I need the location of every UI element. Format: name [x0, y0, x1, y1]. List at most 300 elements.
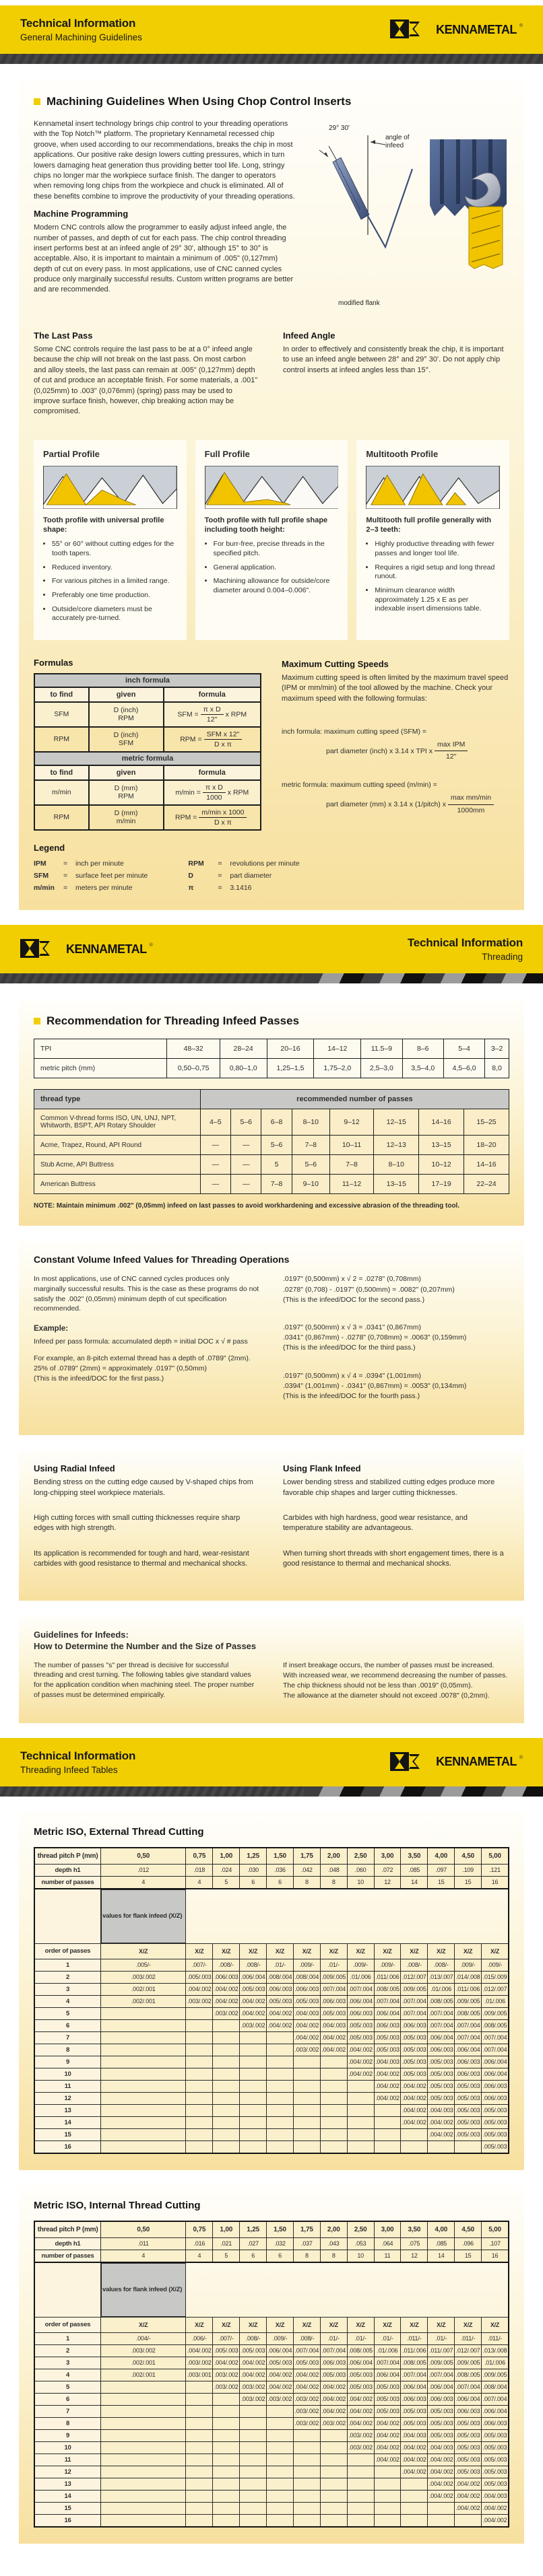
- tpi-row: [34, 1039, 509, 1059]
- depth-row: [34, 1864, 509, 1876]
- passes-value: 17–19: [419, 1175, 464, 1194]
- panel-internal-thread-table: [19, 2185, 524, 2544]
- infeed-value: .004/.002: [428, 2128, 455, 2140]
- infeed-value: .009/.005: [455, 1995, 482, 2007]
- infeed-value: .002/.001: [101, 2369, 186, 2381]
- infeed-value: [374, 2116, 401, 2128]
- infeed-value: .004/.003: [428, 2441, 455, 2453]
- legend-abbr: RPM: [188, 859, 204, 868]
- infeed-value: [293, 2068, 320, 2080]
- infeed-data-row: [34, 2441, 509, 2453]
- infeed-value: .006/.003: [428, 2393, 455, 2405]
- infeed-value: [213, 2417, 240, 2429]
- order-number: 15: [34, 2502, 101, 2514]
- passes-count-value: 16: [482, 2250, 509, 2262]
- example-lines: [34, 1354, 260, 1385]
- depth-value: .012: [101, 1864, 186, 1876]
- infeed-value: .006/.004: [428, 2031, 455, 2044]
- max-speeds-heading: Maximum Cutting Speeds: [282, 658, 389, 669]
- legend-desc: revolutions per minute: [230, 859, 300, 868]
- infeed-value: .006/.003: [428, 2044, 455, 2056]
- passes-label: number of passes: [34, 2250, 101, 2262]
- infeed-data-row: [34, 2140, 509, 2153]
- partial-profile-title: Partial Profile: [43, 448, 100, 459]
- order-number: 12: [34, 2466, 101, 2478]
- infeed-value: .005/.003: [374, 2044, 401, 2056]
- infeed-value: .004/.002: [320, 2405, 347, 2417]
- infeed-value: .004/.002: [320, 2381, 347, 2393]
- infeed-value: [213, 2405, 240, 2417]
- legend-desc: inch per minute: [75, 859, 124, 868]
- infeed-value: [213, 2429, 240, 2441]
- infeed-value: [101, 2381, 186, 2393]
- infeed-value: .005/.003: [374, 2405, 401, 2417]
- infeed-value: .011/.006: [374, 1971, 401, 1983]
- infeed-value: .006/.003: [455, 2068, 482, 2080]
- infeed-value: .009/-: [374, 1959, 401, 1971]
- partial-profile-card: [34, 440, 187, 640]
- infeed-value: .005/-: [101, 1959, 186, 1971]
- passes-value: 7–8: [329, 1155, 373, 1175]
- pitch-value: 1,25: [240, 1848, 267, 1865]
- infeed-value: [347, 2453, 374, 2466]
- infeed-value: [293, 2092, 320, 2104]
- infeed-value: .006/.004: [482, 2405, 509, 2417]
- infeed-value: [347, 2478, 374, 2490]
- tpi-value: 4,5–6,0: [443, 1059, 484, 1078]
- infeed-value: [347, 2128, 374, 2140]
- legend-heading: Legend: [34, 842, 65, 853]
- infeed-value: .005/.003: [482, 2478, 509, 2490]
- page-threading: [0, 925, 543, 1722]
- infeed-value: .004/.002: [401, 2441, 428, 2453]
- infeed-value: [267, 2514, 294, 2527]
- pitch-value: 2,00: [320, 1848, 347, 1865]
- infeed-value: .005/.003: [213, 2344, 240, 2357]
- infeed-value: .004/.003: [428, 2104, 455, 2116]
- infeed-value: .006/.004: [401, 2381, 428, 2393]
- infeed-value: [293, 2140, 320, 2153]
- tpi-value: 48–32: [167, 1039, 220, 1059]
- thread-type-label: Stub Acme, API Buttress: [34, 1155, 201, 1175]
- infeed-value: [401, 2502, 428, 2514]
- passes-count-value: 10: [347, 1876, 374, 1889]
- yellow-square-icon: [34, 98, 40, 105]
- passes-count-value: 4: [101, 1876, 186, 1889]
- order-number: 15: [34, 2128, 101, 2140]
- passes-value: —: [231, 1175, 261, 1194]
- xz-header: X/Z: [186, 2317, 213, 2332]
- infeed-value: .005/.003: [428, 2056, 455, 2068]
- infeed-value: .007/.004: [347, 1983, 374, 1995]
- pitch-row: [34, 2221, 509, 2238]
- infeed-value: [428, 2140, 455, 2153]
- metric-speed-formula: [282, 780, 509, 816]
- xz-header: X/Z: [374, 1943, 401, 1959]
- col-formula: formula: [164, 765, 261, 780]
- infeed-value: .008/.005: [455, 2369, 482, 2381]
- order-number: 2: [34, 1971, 101, 1983]
- infeed-value: [401, 2128, 428, 2140]
- pitch-value: 1,25: [240, 2221, 267, 2238]
- passes-value: 9–12: [329, 1109, 373, 1136]
- metric-formula-line1: maximum cutting speed (m/min) =: [330, 781, 437, 790]
- infeed-value: .004/.002: [428, 2478, 455, 2490]
- infeed-angle-block: [283, 330, 509, 424]
- max-speeds-column: [282, 658, 509, 831]
- list-item: With increased wear, we recommend decreasing the number of passes.: [283, 1671, 508, 1679]
- infeed-value: .005/.003: [428, 2405, 455, 2417]
- infeed-value: [320, 2478, 347, 2490]
- passes-value: 8–10: [292, 1109, 329, 1136]
- infeed-value: .004/.002: [482, 2514, 509, 2527]
- pitch-value: 5,00: [482, 1848, 509, 1865]
- infeed-value: [267, 2478, 294, 2490]
- infeed-value: .004/.002: [347, 2068, 374, 2080]
- pitch-value: 3,50: [401, 2221, 428, 2238]
- infeed-value: .004/.002: [374, 2080, 401, 2092]
- formula-cell: [164, 702, 261, 727]
- infeed-data-row: [34, 2068, 509, 2080]
- infeed-table-head: [34, 1848, 509, 1959]
- infeed-value: [101, 2502, 186, 2514]
- infeed-value: [267, 2056, 294, 2068]
- infeed-value: [213, 2490, 240, 2502]
- infeed-value: .008/-: [213, 1959, 240, 1971]
- infeed-value: [240, 2466, 267, 2478]
- infeed-value: [213, 2044, 240, 2056]
- full-profile-image: [205, 466, 339, 509]
- infeed-value: .008/.005: [401, 2357, 428, 2369]
- page-infeed-tables: [0, 1738, 543, 2544]
- formula-row: [34, 702, 261, 727]
- profile-cards-row: [34, 440, 509, 640]
- infeed-value: .005/.003: [267, 2357, 294, 2369]
- infeed-value: [293, 2080, 320, 2092]
- passes-count-value: 12: [401, 2250, 428, 2262]
- infeed-value: .006/.003: [482, 2080, 509, 2092]
- passes-value: —: [231, 1136, 261, 1155]
- yellow-square-icon: [34, 1018, 40, 1024]
- infeed-value: [213, 2441, 240, 2453]
- infeed-value: [347, 2104, 374, 2116]
- infeed-value: [186, 2068, 213, 2080]
- order-number: 3: [34, 1983, 101, 1995]
- infeed-value: .003/.002: [240, 2019, 267, 2031]
- list-item: • Minimum clearance width approximately 1.25 x E as per indexable insert dimensions table.: [375, 586, 500, 614]
- infeed-value: .009/-: [347, 1959, 374, 1971]
- pitch-value: 2,50: [347, 1848, 374, 1865]
- infeed-value: .006/.003: [320, 1995, 347, 2007]
- infeed-value: .005/.003: [482, 2140, 509, 2153]
- thread-type-row: [34, 1136, 509, 1155]
- list-item: Bending stress on the cutting edge caused by V-shaped chips from long-chipping steel workpiece materials.: [34, 1478, 253, 1497]
- infeed-value: .011/.006: [401, 2344, 428, 2357]
- inch-formula-caption: inch formula: [34, 674, 261, 687]
- infeed-value: .003/.002: [293, 2417, 320, 2429]
- find-cell: m/min: [34, 780, 89, 805]
- tpi-table: [34, 1039, 509, 1078]
- infeed-value: .006/.003: [482, 2417, 509, 2429]
- infeed-value: .007/.004: [428, 2007, 455, 2019]
- legend-desc: part diameter: [230, 871, 272, 880]
- infeed-value: [101, 2405, 186, 2417]
- infeed-value: .006/-: [186, 2332, 213, 2344]
- tpi-value: 28–24: [220, 1039, 267, 1059]
- order-label: order of passes: [34, 1943, 101, 1959]
- infeed-data-row: [34, 2393, 509, 2405]
- infeed-value: [101, 2514, 186, 2527]
- passes-count-row: [34, 1876, 509, 1889]
- divider-bar-3: [0, 1786, 543, 1797]
- pitch-value: 2,50: [347, 2221, 374, 2238]
- list-item: For example, an 8-pitch external thread has a depth of .0789" (2mm).: [34, 1354, 251, 1362]
- infeed-value: [240, 2092, 267, 2104]
- frac-den: 1000mm: [448, 804, 494, 816]
- panel-external-thread-table: [19, 1811, 524, 2170]
- infeed-value: .008/.005: [428, 1995, 455, 2007]
- formulas-table: [34, 673, 261, 831]
- diagram-column: [306, 119, 509, 316]
- passes-value: 10–11: [329, 1136, 373, 1155]
- infeed-value: [186, 2104, 213, 2116]
- legend-abbr: SFM: [34, 871, 49, 880]
- infeed-value: [186, 2044, 213, 2056]
- infeed-value: [240, 2104, 267, 2116]
- infeed-value: .009/.005: [482, 2007, 509, 2019]
- infeed-value: .006/.004: [482, 2056, 509, 2068]
- infeed-value: .007/.004: [482, 2031, 509, 2044]
- page-title: Technical Information: [407, 936, 523, 950]
- machine-programming-paragraph: Modern CNC controls allow the programmer to easily adjust infeed angle, the number of passes, and depth of cut for each pass. The chip control threading insert performs best at an infeed angle of 29° 30', although 15° to 30° is acceptable. Also, it is important to maintain a minimum of .005" (0,127mm) depth of cut on every pass. In most applications, use of CNC canned cycles produce only marginally successful results. Custom written programs are better and are recommended.: [34, 223, 294, 294]
- infeed-value: [320, 2140, 347, 2153]
- infeed-value: [267, 2441, 294, 2453]
- infeed-value: [320, 2080, 347, 2092]
- page-subtitle: General Machining Guidelines: [20, 32, 142, 42]
- infeed-value: .005/.003: [374, 2031, 401, 2044]
- thread-type-row: [34, 1155, 509, 1175]
- infeed-data-row: [34, 2019, 509, 2031]
- infeed-value: [293, 2056, 320, 2068]
- infeed-value: .003/.002: [293, 2405, 320, 2417]
- list-item: The chip thickness should not be less than .0019" (0,05mm).: [283, 1681, 473, 1690]
- infeed-value: .005/.003: [455, 2128, 482, 2140]
- infeed-value: .009/.005: [401, 1983, 428, 1995]
- pitch-value: 1,50: [267, 1848, 294, 1865]
- infeed-value: [293, 2104, 320, 2116]
- passes-count-value: 8: [293, 2250, 320, 2262]
- infeed-value: .004/-: [101, 2332, 186, 2344]
- order-number: 8: [34, 2044, 101, 2056]
- infeed-value: .005/.003: [455, 2429, 482, 2441]
- xz-header: X/Z: [186, 1943, 213, 1959]
- angle-value-label: 29° 30': [329, 125, 350, 132]
- infeed-value: .005/.003: [293, 2357, 320, 2369]
- passes-table-body: [34, 1109, 509, 1194]
- infeed-value: [293, 2429, 320, 2441]
- infeed-value: [240, 2502, 267, 2514]
- cv-line: .0394" (1,001mm) - .0341" (0,867mm) = .0053" (0,134mm): [283, 1381, 467, 1390]
- find-cell: SFM: [34, 702, 89, 727]
- infeed-data-row: [34, 2453, 509, 2466]
- infeed-value: .01/-: [320, 2332, 347, 2344]
- pitch-value: 1,50: [267, 2221, 294, 2238]
- infeed-value: [101, 2104, 186, 2116]
- cv-line: .0197" (0,500mm) x √ 2 = .0278" (0,708mm): [283, 1275, 421, 1284]
- infeed-data-row: [34, 2092, 509, 2104]
- infeed-value: .009/-: [482, 1959, 509, 1971]
- infeed-value: [293, 2514, 320, 2527]
- depth-value: .018: [186, 1864, 213, 1876]
- infeed-value: .012/.007: [401, 1971, 428, 1983]
- infeed-value: .004/.002: [401, 2080, 428, 2092]
- passes-value: 7–8: [261, 1175, 292, 1194]
- infeed-value: .004/.002: [267, 2369, 294, 2381]
- pitch-value: 1,00: [213, 1848, 240, 1865]
- depth-value: .075: [401, 2237, 428, 2250]
- infeed-value: .004/.002: [347, 2044, 374, 2056]
- intro-paragraph: Kennametal insert technology brings chip control to your threading operations with the Top Notch™ platform. The proprietary Kennametal recessed chip groove, when used according to our recommendations, breaks the chip in most applications. Our positive rake design lowers cutting pressures, which in turn lowers damaging heat generation thus providing better tool life. Long, stringy chips no longer mar the workpiece surface finish. The danger to operators when removing long chips from the workpiece and chuck is eliminated. All of these benefits combine to improve the productivity of your threading operations.: [34, 120, 295, 201]
- passes-value: 5–6: [231, 1109, 261, 1136]
- legend-abbr: π: [188, 883, 194, 892]
- equals-sign: =: [218, 883, 222, 892]
- infeed-value: .005/.003: [401, 2044, 428, 2056]
- infeed-value: [293, 2502, 320, 2514]
- infeed-value: .007/.004: [455, 2019, 482, 2031]
- passes-count-value: 8: [293, 1876, 320, 1889]
- xz-header: X/Z: [428, 2317, 455, 2332]
- infeed-value: [428, 2514, 455, 2527]
- infeed-value: .009/.005: [320, 1971, 347, 1983]
- formula-row: [34, 780, 261, 805]
- infeed-value: [293, 2466, 320, 2478]
- thread-type-label: American Buttress: [34, 1175, 201, 1194]
- infeed-value: .007/.004: [401, 2007, 428, 2019]
- passes-value: —: [200, 1155, 230, 1175]
- inch-formula-line2: part diameter (inch) x 3.14 x TPI x: [326, 746, 433, 755]
- section-heading-text: Recommendation for Threading Infeed Passes: [46, 1014, 300, 1028]
- panel-guidelines: [19, 1615, 524, 1723]
- infeed-value: .011/.006: [455, 1983, 482, 1995]
- infeed-value: [240, 2441, 267, 2453]
- tpi-value: 20–16: [267, 1039, 314, 1059]
- pitch-value: 1,75: [293, 1848, 320, 1865]
- infeed-value: .003/.002: [213, 2369, 240, 2381]
- infeed-value: [101, 2116, 186, 2128]
- order-number: 5: [34, 2381, 101, 2393]
- infeed-value: .004/.002: [320, 2393, 347, 2405]
- depth-value: .072: [374, 1864, 401, 1876]
- legend-entry: [188, 882, 299, 895]
- recommended-passes-header: recommended number of passes: [200, 1090, 509, 1109]
- passes-value: 10–12: [419, 1155, 464, 1175]
- infeed-value: .004/.002: [401, 2092, 428, 2104]
- infeed-value: [347, 2140, 374, 2153]
- cv-blocks: [283, 1274, 509, 1419]
- infeed-value: [267, 2044, 294, 2056]
- infeed-value: [374, 2502, 401, 2514]
- infeed-value: .005/.003: [482, 2441, 509, 2453]
- flank-infeed-heading: Using Flank Infeed: [283, 1463, 361, 1474]
- infeed-value: .006/.003: [455, 2405, 482, 2417]
- page-title: Technical Information: [20, 1749, 136, 1762]
- infeed-value: .003/.002: [101, 1971, 186, 1983]
- depth-value: .064: [374, 2237, 401, 2250]
- infeed-value: [240, 2068, 267, 2080]
- xz-header: X/Z: [213, 1943, 240, 1959]
- list-item: • Preferably one time production.: [52, 591, 177, 600]
- infeed-value: .008/-: [401, 1959, 428, 1971]
- infeed-value: [101, 2019, 186, 2031]
- infeed-value: [101, 2007, 186, 2019]
- cv-line: .0341" (0,867mm) - .0278" (0,708mm) = .0063" (0,159mm): [283, 1333, 467, 1342]
- passes-value: 13–15: [419, 1136, 464, 1155]
- full-profile-card: [195, 440, 348, 640]
- inch-formula-line1: maximum cutting speed (SFM) =: [324, 727, 427, 736]
- infeed-value: .004/.002: [374, 2453, 401, 2466]
- infeed-value: [267, 2128, 294, 2140]
- given-line: D (inch): [113, 731, 139, 740]
- empty-corner: [34, 1889, 101, 1944]
- passes-count-value: 14: [428, 2250, 455, 2262]
- pitch-value: 3,00: [374, 2221, 401, 2238]
- infeed-value: [101, 2490, 186, 2502]
- formula-row: [34, 727, 261, 752]
- infeed-value: [186, 2453, 213, 2466]
- infeed-value: .006/.004: [347, 2357, 374, 2369]
- infeed-value: [320, 2490, 347, 2502]
- passes-count-value: 14: [401, 1876, 428, 1889]
- infeed-angle-paragraph: In order to effectively and consistently break the chip, it is important to use an infeed angle between 28° and 29° 30'. Do not apply chip control inserts at infeed angles less than 15°.: [283, 345, 504, 374]
- page2-header-titles: [408, 936, 523, 962]
- infeed-value: [401, 2514, 428, 2527]
- pitch-value: 0,75: [186, 1848, 213, 1865]
- guidelines-heading-line1: Guidelines for Infeeds:: [34, 1629, 129, 1640]
- infeed-data-row: [34, 2381, 509, 2393]
- brand-text: KENNAMETAL: [436, 1755, 517, 1768]
- infeed-value: .005/.003: [267, 1995, 294, 2007]
- guidelines-heading-line2: How to Determine the Number and the Size of Passes: [34, 1641, 257, 1652]
- infeed-value: .003/.002: [347, 2429, 374, 2441]
- passes-count-value: 5: [213, 1876, 240, 1889]
- passes-count-value: 8: [320, 1876, 347, 1889]
- infeed-value: [213, 2116, 240, 2128]
- infeed-value: .005/.003: [428, 2080, 455, 2092]
- list-item: Lower bending stress and stabilized cutting edges produce more favorable chip shapes and larger cutting thicknesses.: [283, 1478, 495, 1497]
- infeed-value: [267, 2429, 294, 2441]
- infeed-data-row: [34, 2405, 509, 2417]
- infeed-value: [186, 2031, 213, 2044]
- infeed-value: [320, 2514, 347, 2527]
- cv-block: [283, 1371, 509, 1402]
- modified-flank-label: modified flank: [338, 300, 380, 307]
- radial-flank-grid: [34, 1463, 509, 1584]
- infeed-value: [213, 2031, 240, 2044]
- panel-infeed-passes: [19, 998, 524, 1226]
- page-general-machining: [0, 5, 543, 910]
- passes-table-head: [34, 1090, 509, 1109]
- infeed-value: [101, 2140, 186, 2153]
- infeed-value: [267, 2080, 294, 2092]
- infeed-data-row: [34, 2031, 509, 2044]
- depth-value: .107: [482, 2237, 509, 2250]
- infeed-value: [101, 2044, 186, 2056]
- infeed-value: [455, 2140, 482, 2153]
- pitch-row: [34, 1848, 509, 1865]
- passes-count-value: 5: [213, 2250, 240, 2262]
- infeed-value: .01/-: [347, 2332, 374, 2344]
- passes-value: 14–16: [419, 1109, 464, 1136]
